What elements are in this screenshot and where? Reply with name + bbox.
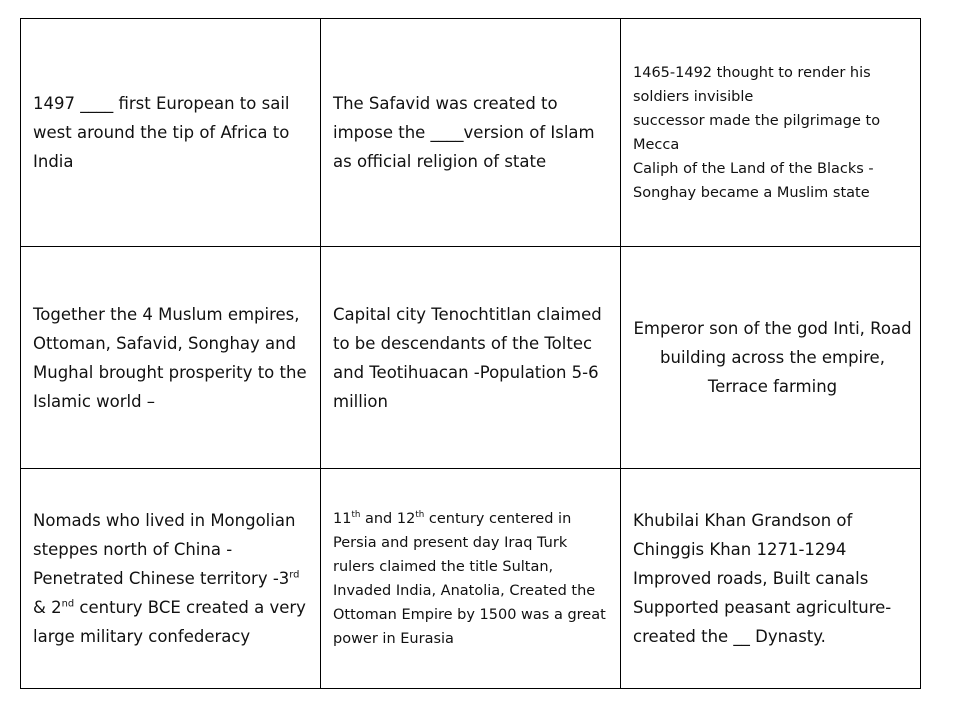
cell-safavid [321,19,621,247]
cell-text: Together the 4 Muslum empires, Ottoman, Safavid, Songhay and Mughal brought prosperity to the Islamic world – [33,304,307,411]
cell-text [333,507,612,651]
text-segment: Nomads who lived in Mongolian steppes north of China -Penetrated Chinese territory -3 [33,511,296,588]
cell-text: Emperor son of the god Inti, Road building across the empire, Terrace farming [633,319,912,396]
superscript: th [415,509,425,520]
text-segment: & 2 [33,598,62,617]
cell-line: Khubilai Khan Grandson of Chinggis Khan 1271-1294 [633,511,853,559]
cell-inca [621,247,921,469]
table-row [21,19,921,247]
review-grid-table [20,18,921,689]
text-segment: century BCE created a very large military confederacy [33,598,306,646]
cell-text [33,506,312,651]
cell-line: Caliph of the Land of the Blacks - Songhay became a Muslim state [633,160,874,201]
cell-line: 1465-1492 thought to render his soldiers invisible [633,64,871,105]
text-segment: 11 [333,510,352,527]
cell-songhay-rulers [621,19,921,247]
cell-mongols [21,469,321,689]
superscript: nd [61,598,75,610]
cell-muslim-empires [21,247,321,469]
table-row [21,247,921,469]
text-segment: century centered in Persia and present day Iraq Turk rulers claimed the title Sultan, Invaded India, Anatolia, Created the Ottoman Empire by 1500 was a great power in Eurasia [333,510,606,647]
cell-aztec [321,247,621,469]
cell-portugal-explorer [21,19,321,247]
table-row [21,469,921,689]
cell-seljuk-turks [321,469,621,689]
cell-line: successor made the pilgrimage to Mecca [633,112,881,153]
text-segment: and 12 [360,510,416,527]
cell-line: Supported peasant agriculture- created the __ Dynasty. [633,598,892,646]
cell-text: 1497 ____ first European to sail west around the tip of Africa to India [33,94,290,171]
cell-line: Improved roads, Built canals [633,569,869,588]
cell-text: Capital city Tenochtitlan claimed to be descendants of the Toltec and Teotihuacan -Population 5-6 million [333,304,602,411]
cell-khubilai-khan [621,469,921,689]
superscript: th [351,509,361,520]
cell-text: The Safavid was created to impose the ____version of Islam as official religion of state [333,94,595,171]
superscript: rd [289,569,300,581]
